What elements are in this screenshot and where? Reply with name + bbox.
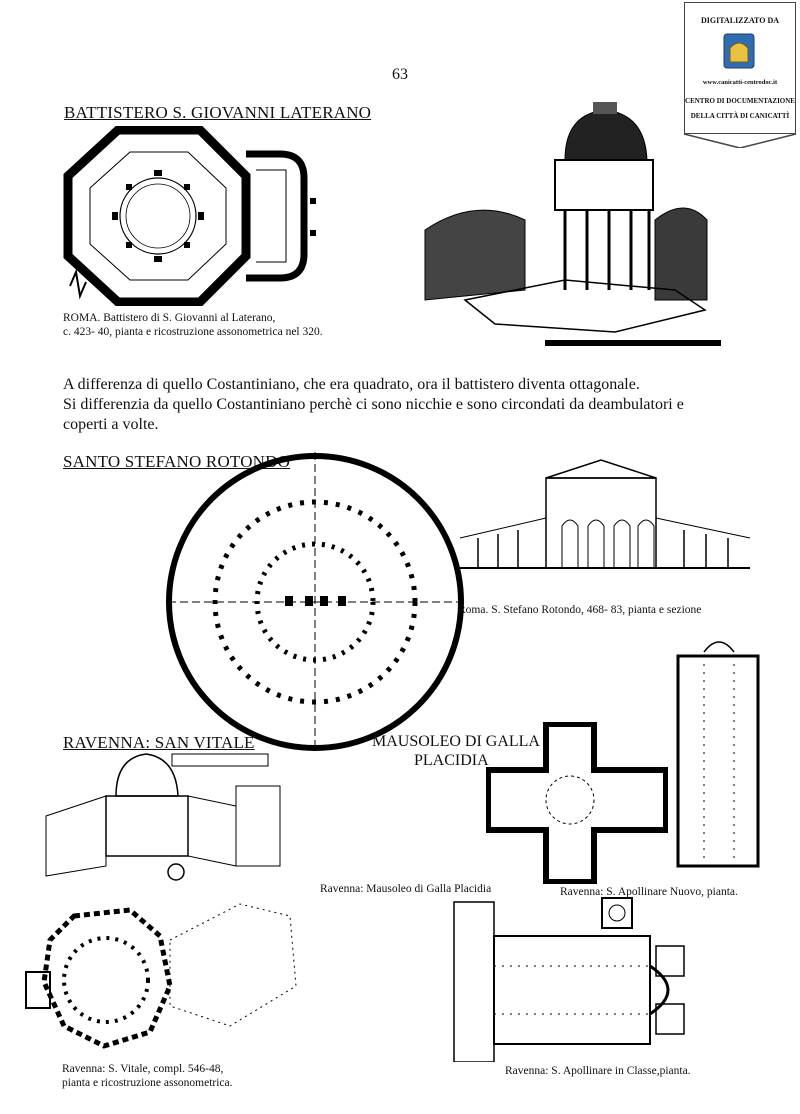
apollinare-classe-plan-drawing [452,896,700,1062]
heading-ravenna: RAVENNA: SAN VITALE [63,733,255,752]
heading-mausoleo-line1: MAUSOLEO DI GALLA [372,733,540,750]
laterano-plan-drawing [60,126,350,306]
caption-laterano-line2: c. 423- 40, pianta e ricostruzione assonometrica nel 320. [63,326,323,338]
san-vitale-axonometric-drawing [36,746,286,886]
stamp-url: www.canicatti-centrodoc.it [702,79,778,86]
san-vitale-plan-drawing [20,876,310,1066]
caption-stefano: Roma. S. Stefano Rotondo, 468- 83, pianta e sezione [458,604,702,616]
caption-laterano-line1: ROMA. Battistero di S. Giovanni al Laterano, [63,312,276,324]
stamp-line2: DELLA CITTÀ DI CANICATTÌ [690,112,790,120]
stefano-section-drawing [458,456,758,576]
stefano-plan-drawing [160,452,470,752]
apollinare-nuovo-plan-drawing [676,630,762,874]
stamp-line1: CENTRO DI DOCUMENTAZIONE [685,97,795,105]
caption-apollinare-classe: Ravenna: S. Apollinare in Classe,pianta. [505,1065,691,1077]
paragraph-line2: Si differenzia da quello Costantiniano perchè ci sono nicchie e sono circondati da deambulatori e [63,396,684,413]
heading-stefano: SANTO STEFANO ROTONDO [63,452,291,471]
caption-san-vitale-line1: Ravenna: S. Vitale, compl. 546-48, [62,1063,224,1075]
heading-laterano: BATTISTERO S. GIOVANNI LATERANO [64,103,372,122]
heading-mausoleo-line2: PLACIDIA [414,752,489,769]
stamp-title: DIGITALIZZATO DA [700,16,780,25]
caption-mausoleo: Ravenna: Mausoleo di Galla Placidia [320,883,492,895]
page-number: 63 [392,66,408,83]
laterano-axonometric-drawing [415,100,721,350]
caption-san-vitale-line2: pianta e ricostruzione assonometrica. [62,1077,233,1089]
caption-apollinare-nuovo: Ravenna: S. Apollinare Nuovo, pianta. [560,886,738,898]
mausoleo-plan-drawing [486,722,668,884]
paragraph-line3: coperti a volte. [63,416,159,433]
paragraph-line1: A differenza di quello Costantiniano, che era quadrato, ora il battistero diventa ottagonale. [63,376,640,393]
